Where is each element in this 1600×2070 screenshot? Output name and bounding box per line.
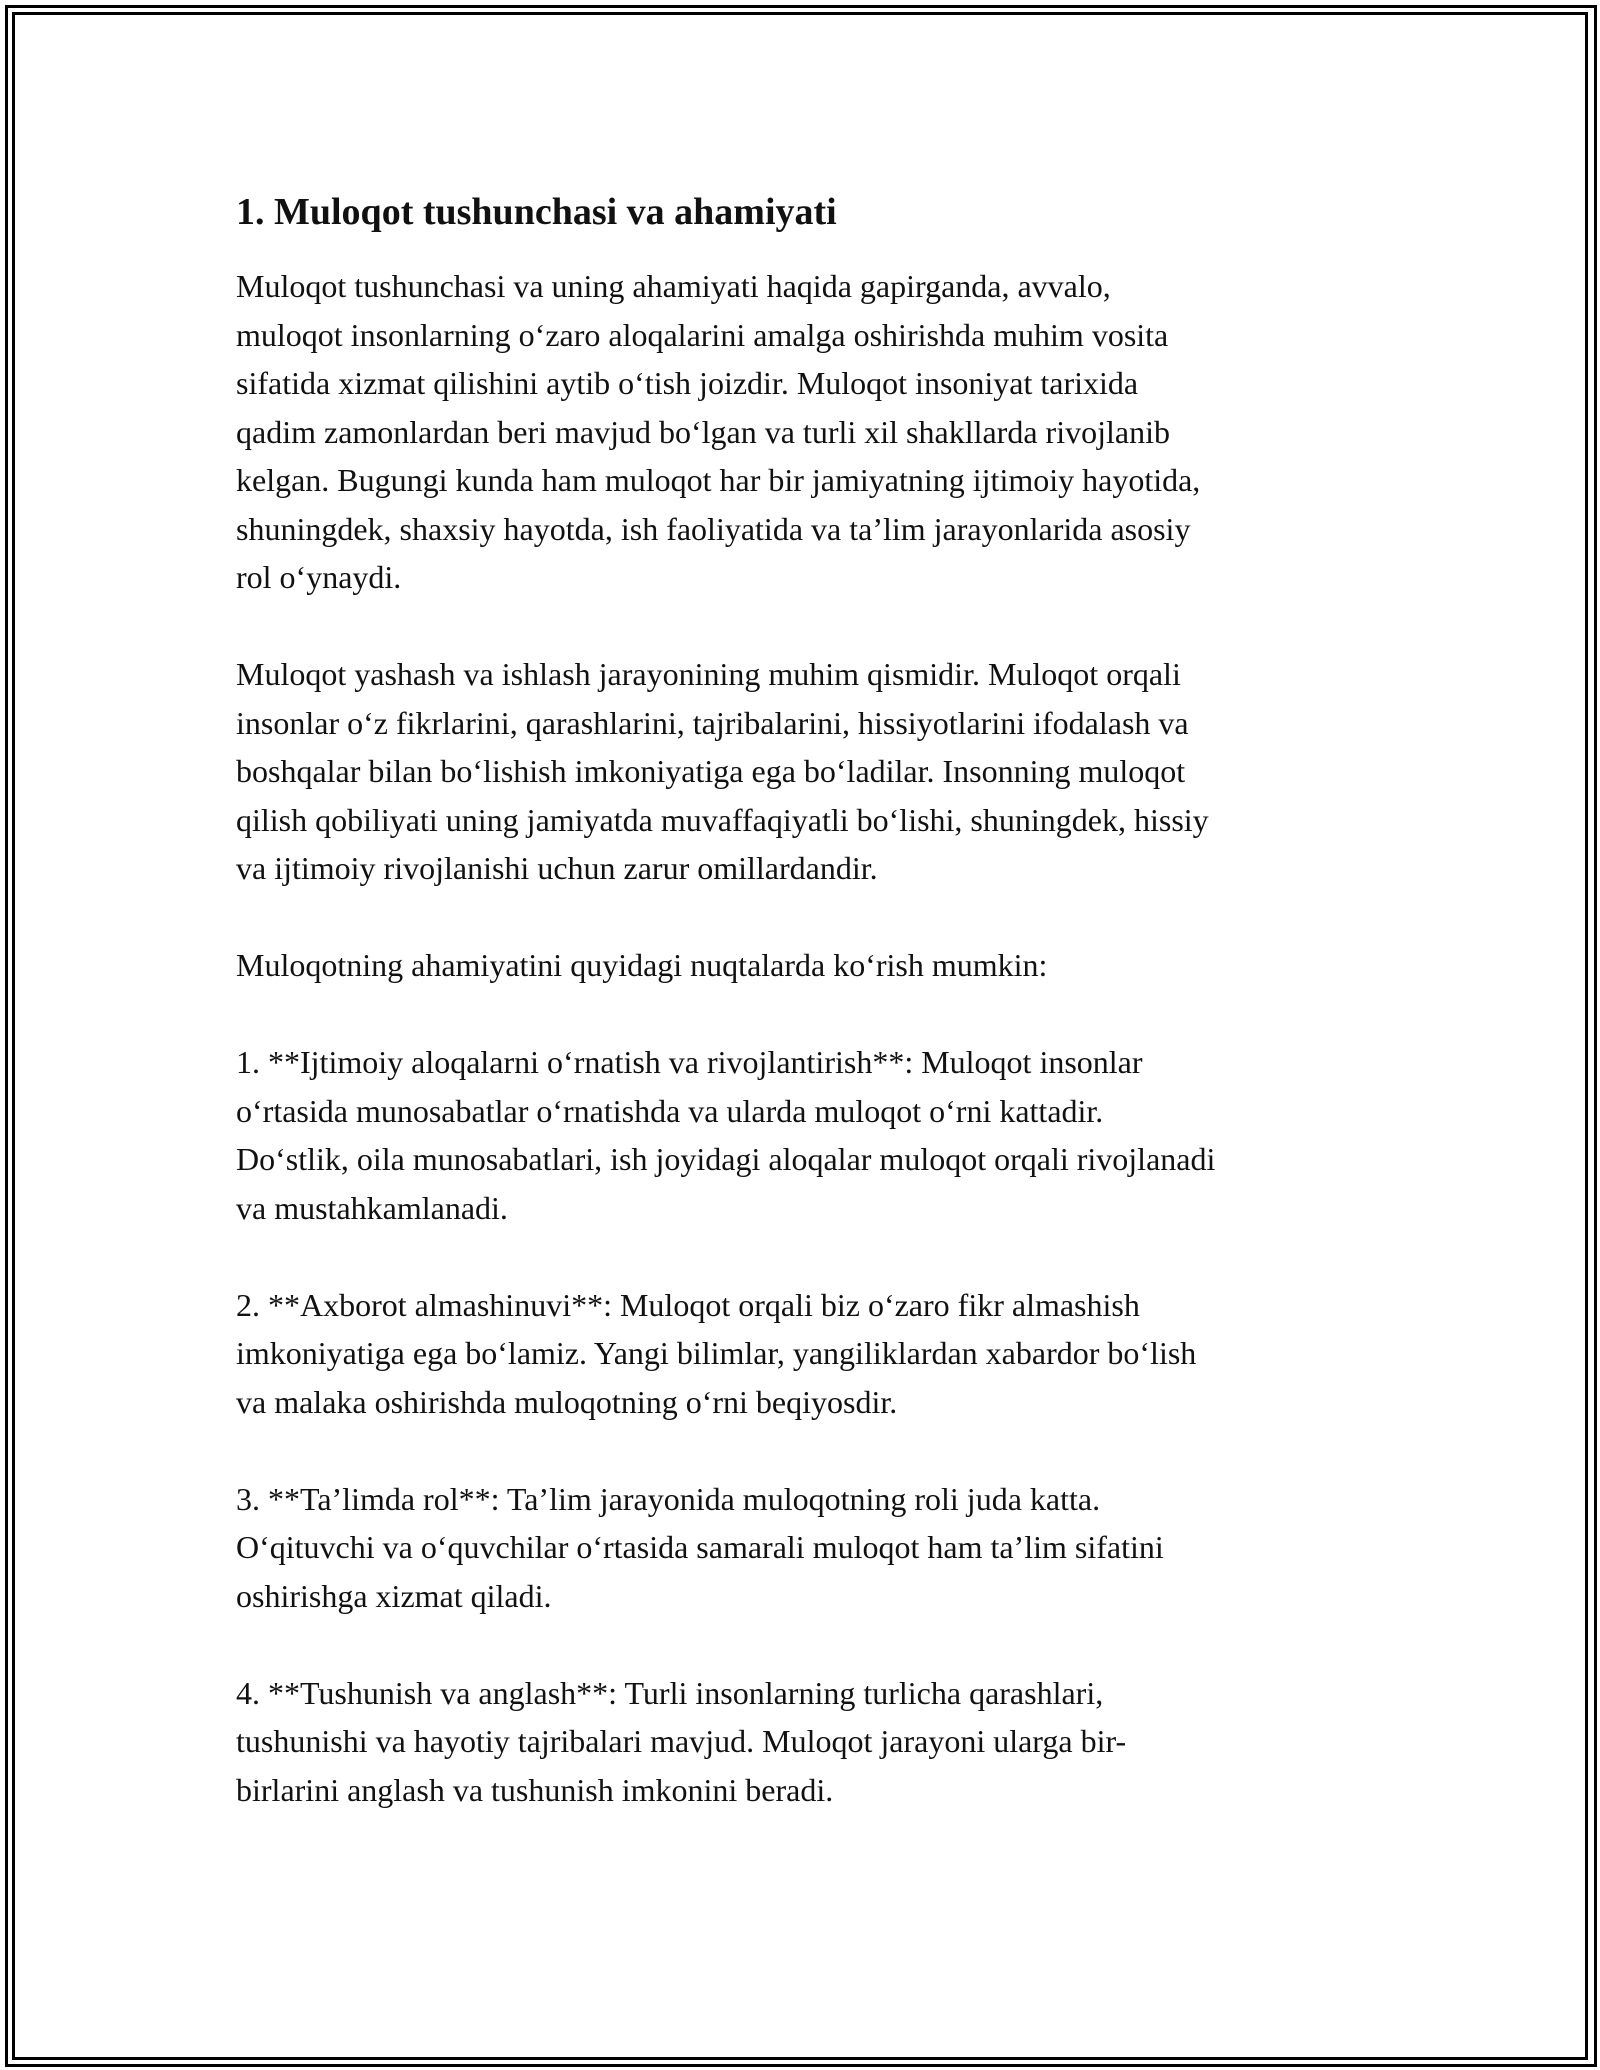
text-line: Muloqot tushunchasi va uning ahamiyati haqida gapirganda, avvalo,: [236, 268, 1111, 304]
point-3-paragraph: [236, 1475, 1376, 1621]
section-heading: 1. Muloqot tushunchasi va ahamiyati: [236, 191, 837, 233]
text-line: oshirishga xizmat qiladi.: [236, 1577, 552, 1614]
text-line: qadim zamonlardan beri mavjud bo‘lgan va turli xil shakllarda rivojlanib: [236, 413, 1170, 450]
text-line: rol o‘ynaydi.: [236, 559, 402, 595]
text-line: birlarini anglash va tushunish imkonini beradi.: [236, 1771, 834, 1808]
text-line: 3. **Ta’limda rol**: Ta’lim jarayonida muloqotning roli juda katta.: [236, 1480, 1101, 1517]
text-line: o‘rtasida munosabatlar o‘rnatishda va ularda muloqot o‘rni kattadir.: [236, 1092, 1104, 1129]
point-1-paragraph: [236, 1038, 1376, 1232]
text-line: tushunishi va hayotiy tajribalari mavjud. Muloqot jarayoni ularga bir-: [236, 1723, 1127, 1759]
point-4-paragraph: [236, 1669, 1376, 1815]
text-line: O‘qituvchi va o‘quvchilar o‘rtasida samarali muloqot ham ta’lim sifatini: [236, 1529, 1164, 1565]
text-line: shuningdek, shaxsiy hayotda, ish faoliyatida va ta’lim jarayonlarida asosiy: [236, 510, 1191, 547]
text-line: 2. **Axborot almashinuvi**: Muloqot orqali biz o‘zaro fikr almashish: [236, 1286, 1140, 1323]
text-line: Do‘stlik, oila munosabatlari, ish joyidagi aloqalar muloqot orqali rivojlanadi: [236, 1141, 1216, 1177]
text-line: kelgan. Bugungi kunda ham muloqot har bir jamiyatning ijtimoiy hayotida,: [236, 462, 1201, 498]
intro-paragraph: [236, 262, 1376, 602]
text-line: 4. **Tushunish va anglash**: Turli insonlarning turlicha qarashlari,: [236, 1674, 1104, 1711]
paragraph-list: [236, 262, 1376, 1814]
text-line: sifatida xizmat qilishini aytib o‘tish joizdir. Muloqot insoniyat tarixida: [236, 365, 1139, 401]
text-line: insonlar o‘z fikrlarini, qarashlarini, tajribalarini, hissiyotlarini ifodalash va: [236, 704, 1189, 741]
text-line: boshqalar bilan bo‘lishish imkoniyatiga ega bo‘ladilar. Insonning muloqot: [236, 753, 1186, 789]
text-line: muloqot insonlarning o‘zaro aloqalarini amalga oshirishda muhim vosita: [236, 316, 1169, 353]
text-line: Muloqot yashash va ishlash jarayonining muhim qismidir. Muloqot orqali: [236, 656, 1181, 692]
importance-paragraph: [236, 650, 1376, 893]
document-body: [236, 188, 1376, 1863]
text-line: va ijtimoiy rivojlanishi uchun zarur omillardandir.: [236, 850, 878, 886]
text-line: 1. **Ijtimoiy aloqalarni o‘rnatish va rivojlantirish**: Muloqot insonlar: [236, 1044, 1143, 1080]
text-line: Muloqotning ahamiyatini quyidagi nuqtalarda ko‘rish mumkin:: [236, 947, 1048, 983]
text-line: imkoniyatiga ega bo‘lamiz. Yangi bilimlar, yangiliklardan xabardor bo‘lish: [236, 1335, 1197, 1371]
points-intro-paragraph: [236, 941, 1376, 990]
point-2-paragraph: [236, 1281, 1376, 1427]
text-line: va mustahkamlanadi.: [236, 1189, 508, 1226]
text-line: qilish qobiliyati uning jamiyatda muvaffaqiyatli bo‘lishi, shuningdek, hissiy: [236, 801, 1209, 838]
text-line: va malaka oshirishda muloqotning o‘rni beqiyosdir.: [236, 1383, 898, 1420]
